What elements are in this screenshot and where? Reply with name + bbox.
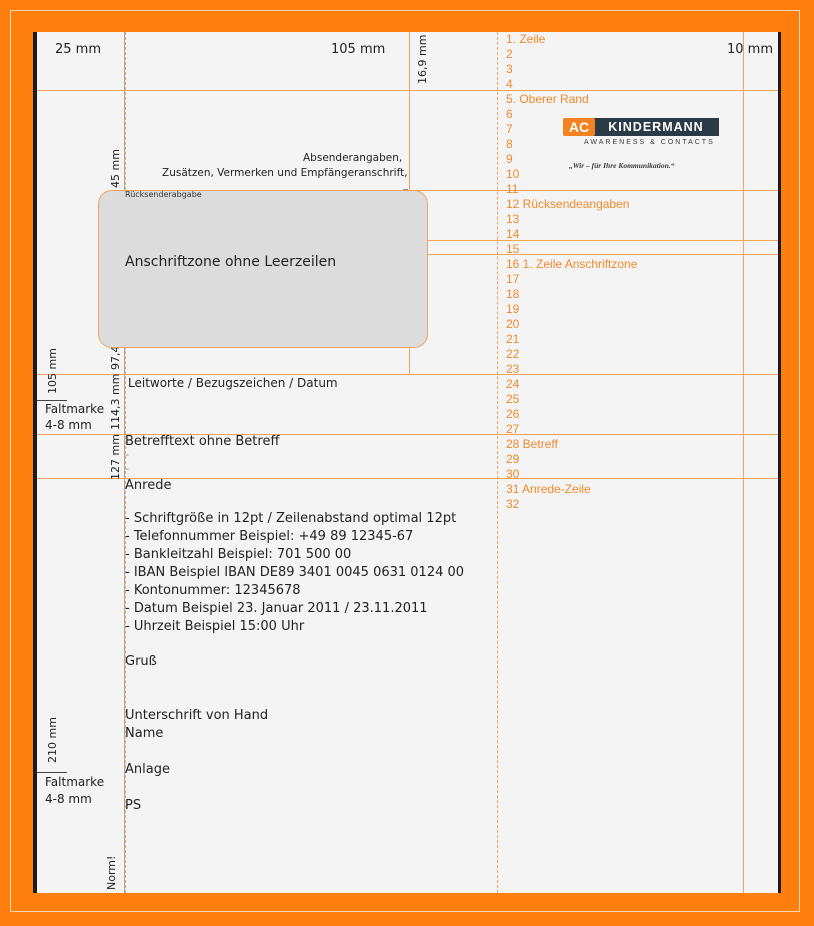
line-number: 6 xyxy=(506,107,513,121)
line-number: 19 xyxy=(506,302,520,316)
body-item: - Datum Beispiel 23. Januar 2011 / 23.11.2011 xyxy=(125,601,428,616)
line-number: 14 xyxy=(506,227,520,241)
line-number: 20 xyxy=(506,317,520,331)
ps-label: PS xyxy=(125,798,142,813)
logo-ac-mark: AC xyxy=(563,118,595,136)
line-number: 9 xyxy=(506,152,513,166)
left-margin-measure: 25 mm xyxy=(55,42,102,57)
body-item: - Bankleitzahl Beispiel: 701 500 00 xyxy=(125,547,352,562)
fold-mark-2-label: Faltmarke xyxy=(45,775,105,789)
measure-45: 45 mm xyxy=(109,149,122,188)
guide-top-margin xyxy=(37,90,778,91)
line-number: 16 1. Zeile Anschriftzone xyxy=(506,257,638,271)
line-number: 27 xyxy=(506,422,520,436)
line-number: 22 xyxy=(506,347,520,361)
line-number: 25 xyxy=(506,392,520,406)
measure-210: 210 mm xyxy=(46,717,59,763)
line-number: 23 xyxy=(506,362,520,376)
line-number: 2 xyxy=(506,47,513,61)
line-number: 13 xyxy=(506,212,520,226)
body-item: - Schriftgröße in 12pt / Zeilenabstand optimal 12pt xyxy=(125,511,457,526)
line-number: 11 xyxy=(506,182,519,196)
measure-1143: 114,3 mm xyxy=(109,373,122,430)
line-number: 29 xyxy=(506,452,520,466)
line-number: 4 xyxy=(506,77,513,91)
measure-105: 105 mm xyxy=(46,348,59,394)
line-number: 5. Oberer Rand xyxy=(506,92,589,106)
fold-mark-1-label: Faltmarke xyxy=(45,402,105,416)
body-item: - IBAN Beispiel IBAN DE89 3401 0045 0631 0124 00 xyxy=(125,565,465,580)
line-number: 7 xyxy=(506,122,513,136)
line-number: 24 xyxy=(506,377,520,391)
return-address-label: Rücksenderabgabe xyxy=(125,190,202,199)
company-logo xyxy=(563,118,721,138)
line-number: 18 xyxy=(506,287,520,301)
line-number: 32 xyxy=(506,497,520,511)
address-zone-label: Anschriftzone ohne Leerzeilen xyxy=(125,254,337,270)
body-item: - Telefonnummer Beispiel: +49 89 12345-67 xyxy=(125,529,414,544)
body-item: - Uhrzeit Beispiel 15:00 Uhr xyxy=(125,619,305,634)
subject-dash-2: - xyxy=(125,462,129,475)
name-label: Name xyxy=(125,726,164,741)
logo-subtitle: AWARENESS & CONTACTS xyxy=(584,139,715,146)
measure-127: 127 mm xyxy=(109,434,122,480)
sender-info-line1: Absenderangaben, xyxy=(303,152,403,164)
address-width-measure: 105 mm xyxy=(331,42,386,57)
guide-reference-line xyxy=(37,374,778,375)
line-number: 21 xyxy=(506,332,520,346)
line-number: 8 xyxy=(506,137,513,151)
line-number: 1. Zeile xyxy=(506,32,546,46)
page-edge-right xyxy=(778,32,781,893)
line-number: 12 Rücksendeangaben xyxy=(506,197,630,211)
fold-mark-1-range: 4-8 mm xyxy=(45,418,92,432)
line-number: 10 xyxy=(506,167,520,181)
logo-tagline: „Wir – für Ihre Kommunikation.“ xyxy=(569,161,675,170)
measure-169: 16,9 mm xyxy=(416,34,429,84)
line-number: 31 Anrede-Zeile xyxy=(506,482,591,496)
fold-mark-2 xyxy=(37,772,67,773)
page-edge-left xyxy=(33,32,37,893)
subject-dash-1: - xyxy=(125,448,129,461)
signature-label: Unterschrift von Hand xyxy=(125,708,269,723)
logo-name: KINDERMANN xyxy=(593,118,719,136)
greeting-label: Anrede xyxy=(125,478,172,493)
reference-line-label: Leitworte / Bezugszeichen / Datum xyxy=(128,376,338,390)
line-number: 17 xyxy=(506,272,520,286)
right-margin-line xyxy=(743,32,744,893)
measure-norm: Norm! xyxy=(105,855,118,890)
line-number: 3 xyxy=(506,62,513,76)
fold-mark-1 xyxy=(37,400,67,401)
line-number-guide xyxy=(497,32,498,893)
right-margin-measure: 10 mm xyxy=(727,42,774,57)
guide-line-15 xyxy=(425,240,778,241)
line-number: 15 xyxy=(506,242,520,256)
attachment-label: Anlage xyxy=(125,762,170,777)
subject-label: Betrefftext ohne Betreff xyxy=(125,434,280,449)
body-bullet-list xyxy=(125,510,464,636)
line-number: 26 xyxy=(506,407,520,421)
sender-info-line2: Zusätzen, Vermerken und Empfängeranschrift, xyxy=(162,167,408,179)
closing-label: Gruß xyxy=(125,654,157,669)
fold-mark-2-range: 4-8 mm xyxy=(45,792,92,806)
letter-template-page xyxy=(33,32,781,893)
body-item: - Kontonummer: 12345678 xyxy=(125,583,301,598)
line-number: 28 Betreff xyxy=(506,437,558,451)
line-number: 30 xyxy=(506,467,520,481)
